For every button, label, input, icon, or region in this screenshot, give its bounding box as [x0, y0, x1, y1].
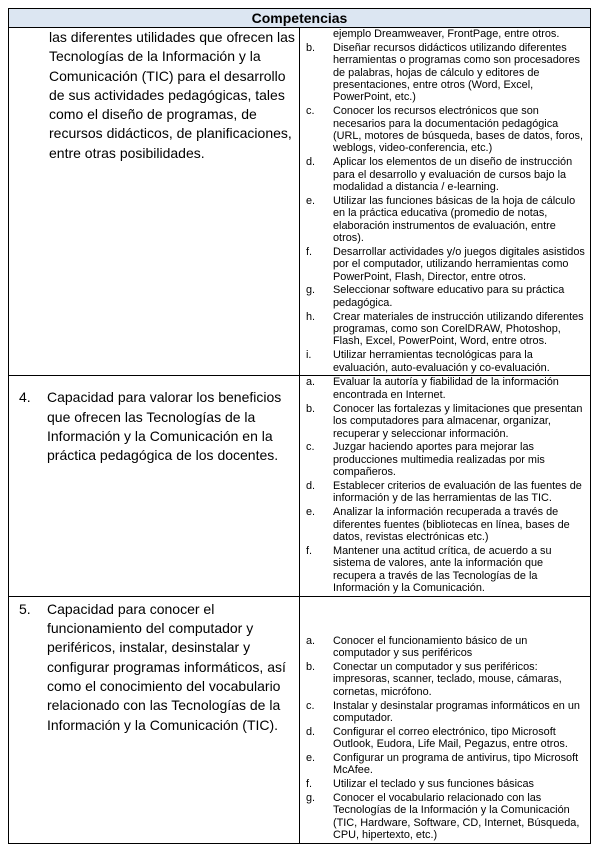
header-row [9, 9, 591, 28]
list-item [306, 311, 587, 348]
item-text: Conocer las fortalezas y limitaciones que presentan los computadores para almacenar, organizar, recuperar y seleccionar información. [333, 402, 583, 440]
item-letter: a. [306, 376, 316, 389]
item-text: Utilizar herramientas tecnológicas para la evaluación, auto-evaluación y co-evaluación. [333, 349, 550, 374]
list-item [306, 195, 587, 245]
item-text: Instalar y desinstalar programas informáticos en un computador. [333, 699, 580, 724]
item-letter: e. [306, 194, 316, 207]
list-item [306, 28, 587, 40]
indicator-list [300, 376, 590, 594]
table-header: Competencias [9, 9, 591, 28]
list-item [306, 42, 587, 104]
table-row [9, 596, 591, 843]
competency-number: 4. [19, 389, 31, 406]
item-letter: g. [306, 284, 316, 297]
item-text: Analizar la información recuperada a través de diferentes fuentes (bibliotecas en línea, bases de datos, revistas electrónicas etc.) [333, 506, 570, 543]
list-item [306, 403, 587, 440]
item-letter: c. [306, 699, 315, 712]
list-item [306, 778, 587, 790]
competencies-table [8, 8, 591, 844]
competency-cell [9, 28, 300, 376]
competency-text: Capacidad para conocer el funcionamiento del computador y periféricos, instalar, desinstalar y configurar programas informáticos, así como el conocimiento del vocabulario relacionado con las Tecnologías de la Información y la Comunicación (TIC). [47, 600, 286, 733]
item-letter: c. [306, 105, 315, 118]
list-item [306, 700, 587, 725]
item-letter: f. [306, 778, 313, 791]
list-item [306, 246, 587, 283]
item-text: Diseñar recursos didácticos utilizando diferentes herramientas o programas como son procesadores de palabras, hojas de cálculo y editores de presentaciones, entre otros (Word, Excel, PowerPoint, etc.) [333, 41, 580, 104]
table-row [9, 376, 591, 596]
list-item [306, 349, 587, 374]
item-text: Conocer los recursos electrónicos que son necesarios para la documentación pedagógica (URL, motores de búsqueda, bases de datos, foros, weblogs, video-conferencia, etc.) [333, 105, 584, 155]
item-text: Mantener una actitud crítica, de acuerdo a su sistema de valores, ante la información que recupera a través de las Tecnologías de la Información y la Comunicación. [333, 544, 552, 594]
item-text: Configurar un programa de antivirus, tipo Microsoft McAfee. [333, 751, 579, 777]
item-letter: g. [306, 791, 316, 804]
item-letter: d. [306, 725, 316, 738]
list-item [306, 284, 587, 309]
item-text: Aplicar los elementos de un diseño de instrucción para el desarrollo y evaluación de cursos bajo la modalidad a distancia / e-learning. [333, 156, 573, 194]
list-item [306, 635, 587, 660]
item-letter: i. [306, 349, 312, 362]
item-letter: e. [306, 751, 316, 764]
indicator-list [300, 28, 590, 374]
list-item [306, 661, 587, 698]
item-text: Desarrollar actividades y/o juegos digitales asistidos por el computador, utilizando herramientas como PowerPoint, Flash, Director, entre otros. [333, 245, 585, 283]
item-text: Juzgar haciendo aportes para mejorar las producciones multimedia realizadas por mis compañeros. [333, 441, 545, 479]
competency-cell [9, 376, 300, 596]
list-item [306, 441, 587, 478]
item-letter: b. [306, 660, 316, 673]
item-letter: a. [306, 634, 316, 647]
item-text: Establecer criterios de evaluación de las fuentes de información y de las herramientas de las TIC. [333, 479, 582, 505]
item-text: ejemplo Dreamweaver, FrontPage, entre otros. [333, 28, 560, 40]
list-item [306, 792, 587, 842]
indicators-cell [300, 596, 591, 843]
item-text: Configurar el correo electrónico, tipo Microsoft Outlook, Eudora, Life Mail, Pegazus, entre otros. [333, 725, 568, 751]
item-text: Conocer el funcionamiento básico de un computador y sus periféricos [333, 634, 528, 660]
item-text: Seleccionar software educativo para su práctica pedagógica. [333, 284, 565, 309]
item-letter: b. [306, 41, 316, 54]
item-letter: e. [306, 506, 316, 519]
list-item [306, 752, 587, 777]
item-letter: h. [306, 310, 316, 323]
indicators-cell [300, 28, 591, 376]
list-item [306, 480, 587, 505]
item-letter: d. [306, 479, 316, 492]
competency-number: 5. [19, 600, 31, 617]
item-text: Evaluar la autoría y fiabilidad de la información encontrada en Internet. [333, 376, 559, 401]
list-item [306, 545, 587, 595]
list-item [306, 105, 587, 155]
item-text: Crear materiales de instrucción utilizando diferentes programas, como son CorelDRAW, Photoshop, Flash, Excel, PowerPoint, Word, entre otros. [333, 310, 584, 348]
competency-cell [9, 596, 300, 843]
item-letter: f. [306, 544, 313, 557]
item-text: Utilizar las funciones básicas de la hoja de cálculo en la práctica educativa (promedio de notas, elaboración instrumentos de evaluación, entre otros). [333, 194, 576, 245]
table-row [9, 28, 591, 376]
item-text: Conocer el vocabulario relacionado con las Tecnologías de la Información y la Comunicación (TIC, Hardware, Software, CD, Internet, Búsqueda, CPU, hipertexto, etc.) [333, 791, 580, 842]
item-text: Utilizar el teclado y sus funciones básicas [333, 778, 534, 791]
list-item [306, 376, 587, 401]
item-letter: b. [306, 402, 316, 415]
list-item [306, 726, 587, 751]
competency-text: Capacidad para valorar los beneficios que ofrecen las Tecnologías de la Información y la Comunicación en la práctica pedagógica de los docentes. [47, 389, 282, 464]
competency-text: las diferentes utilidades que ofrecen las Tecnologías de la Información y la Comunicación (TIC) para el desarrollo de sus actividades pedagógicas, tales como el diseño de programas, de recursos didácticos, de planificaciones, entre otras posibilidades. [49, 29, 295, 161]
indicator-list [300, 635, 590, 842]
item-letter: d. [306, 156, 316, 169]
list-item [306, 156, 587, 193]
list-item [306, 506, 587, 543]
item-text: Conectar un computador y sus periféricos: impresoras, scanner, teclado, mouse, cámaras, cornetas, micrófono. [333, 660, 562, 698]
item-letter: c. [306, 441, 315, 454]
item-letter [306, 28, 333, 40]
indicators-cell [300, 376, 591, 596]
item-letter: f. [306, 245, 313, 258]
